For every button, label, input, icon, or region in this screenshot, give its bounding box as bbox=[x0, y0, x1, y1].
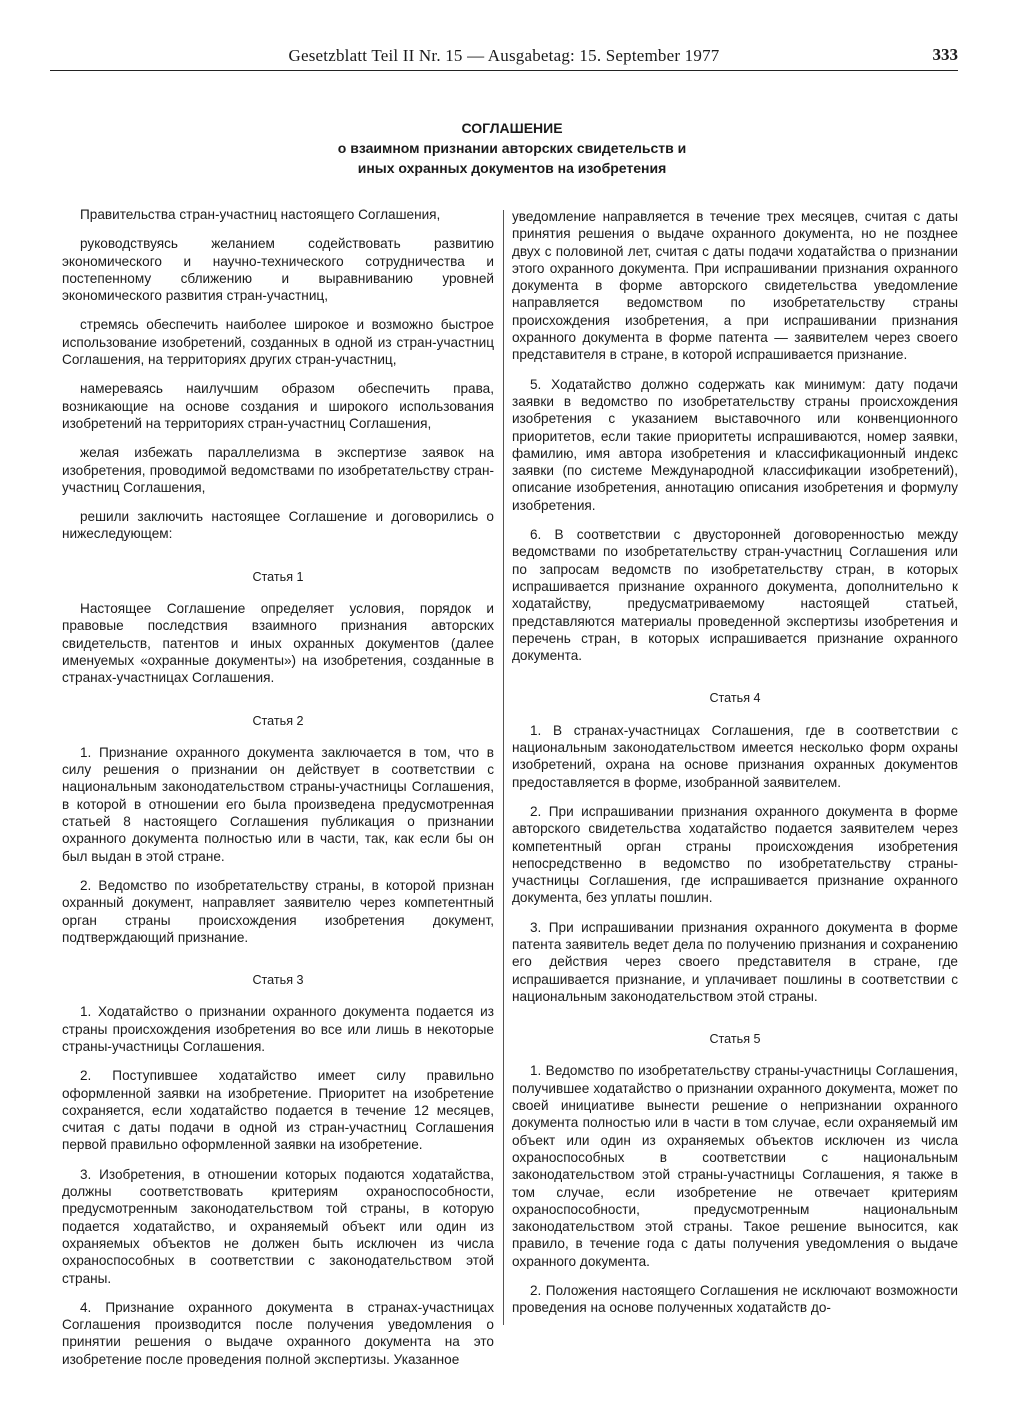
article-4-paragraph: 2. При испрашивании признания охранного документа в форме авторского свидетельства ходатайство подается заявителем через компетентный орган страны происхождения изобретения непосредственно в ведомство по изобретательству страны-участницы Соглашения, где испрашивается признание охранного документа, без уплаты пошлин. bbox=[512, 803, 958, 906]
document-subtitle-line-1: о взаимном признании авторских свидетельств и bbox=[337, 140, 687, 156]
article-2-heading: Статья 2 bbox=[252, 713, 304, 728]
article-4-paragraph: 3. При испрашивании признания охранного документа в форме патента заявитель ведет дела по получению признания и сохранению его действия через своего представителя в стране, где испрашивается признание, и уплачивает пошлины в соответствии с национальным законодательством этой страны. bbox=[512, 919, 958, 1004]
article-3-continuation: уведомление направляется в течение трех месяцев, считая с даты принятия решения о выдаче охранного документа, но не позднее двух с половиной лет, считая с даты подачи ходатайства о признании этого охранного документа. При испрашивании признания охранного документа в форме авторского свидетельства уведомление направляется ведомством по изобретательству страны происхождения изобретения, а при испрашивании признания охранного документа в форме патента — заявителем через своего представителя в стране, в которой испрашивается признание. bbox=[512, 209, 958, 363]
article-3-paragraph: 1. Ходатайство о признании охранного документа подается из страны происхождения изобретения во все или лишь в некоторые страны-участницы Соглашения. bbox=[62, 1004, 494, 1054]
article-3-paragraph: 2. Поступившее ходатайство имеет силу правильно оформленной заявки на изобретение. Приоритет на изобретение сохраняется, если ходатайство подается в течение 12 месяцев, считая с даты подачи в одной из стран-участниц Соглашения первой правильно оформленной заявки на изобретение. bbox=[62, 1068, 494, 1153]
left-column bbox=[62, 206, 494, 1380]
article-3-paragraph: 6. В соответствии с двусторонней договоренностью между ведомствами по изобретательству стран-участниц Соглашения или по запросам ведомств по изобретательству стран, в которых испрашивается признание охранного документа, дополнительно к ходатайству, предусматриваемому настоящей статьей, представляются материалы проведенной экспертизы изобретения и перечень стран, в которых испрашивается признание охранного документа. bbox=[512, 527, 958, 664]
article-4-heading: Статья 4 bbox=[709, 691, 761, 706]
article-3-paragraph: 3. Изобретения, в отношении которых подаются ходатайства, должны соответствовать критериям охраноспособности, предусмотренным законодательством той страны, в которую подается ходатайство, и охраняемый объект или один из охраняемых объектов не должен быть исключен из числа охраноспособных в соответствии с законодательством этой страны. bbox=[62, 1166, 494, 1286]
document-title: СОГЛАШЕНИЕ bbox=[461, 120, 563, 136]
document-subtitle-line-2: иных охранных документов на изобретения bbox=[357, 160, 667, 176]
page-number: 333 bbox=[932, 45, 958, 64]
article-4-paragraph: 1. В странах-участницах Соглашения, где в соответствии с национальным законодательством имеется несколько форм охраны изобретений, охрана на основе признания охранных документов предоставляется в форме, изобранной заявителем. bbox=[512, 722, 958, 790]
preamble-paragraph: желая избежать параллелизма в экспертизе заявок на изобретения, проводимой ведомствами по изобретательству стран-участниц Соглашения, bbox=[62, 445, 494, 495]
article-3-paragraph: 5. Ходатайство должно содержать как минимум: дату подачи заявки в ведомство по изобретательству страны происхождения изобретения с указанием выставочного или конвенционного приоритетов, если такие приоритеты испрашиваются, номер заявки, фамилию, имя автора изобретения и классификационный индекс заявки (по системе Международной классификации изобретений), описание изобретения, аннотацию описания изобретения и формулу изобретения. bbox=[512, 376, 958, 513]
page-header bbox=[50, 40, 958, 71]
article-5-paragraph: 2. Положения настоящего Соглашения не исключают возможности проведения на основе полученных ходатайств до- bbox=[512, 1283, 958, 1316]
document-title-block bbox=[0, 118, 1024, 178]
preamble-paragraph: решили заключить настоящее Соглашение и договорились о нижеследующем: bbox=[62, 509, 494, 542]
article-1-heading: Статья 1 bbox=[252, 569, 304, 584]
article-3-paragraph: 4. Признание охранного документа в странах-участницах Соглашения производится после получения уведомления о принятии решения о выдаче охранного документа на это изобретение после проведения полной экспертизы. Указанное bbox=[62, 1299, 494, 1367]
preamble-paragraph: руководствуясь желанием содействовать развитию экономического и научно-технического сотрудничества и постепенному сближению и выравниванию уровней экономического развития стран-участниц, bbox=[62, 236, 494, 304]
preamble-paragraph: Правительства стран-участниц настоящего Соглашения, bbox=[80, 207, 441, 222]
column-divider bbox=[503, 210, 504, 1325]
gazette-title: Gesetzblatt Teil II Nr. 15 — Ausgabetag: 15. September 1977 bbox=[288, 46, 720, 65]
article-1-paragraph: Настоящее Соглашение определяет условия, порядок и правовые последствия взаимного признания авторских свидетельств, патентов и иных охранных документов (далее именуемых «охранные документы») на изобретения, созданные в странах-участницах Соглашения. bbox=[62, 601, 494, 686]
article-2-paragraph: 2. Ведомство по изобретательству страны, в которой признан охранный документ, направляет заявителю через компетентный орган страны происхождения изобретения документ, подтверждающий признание. bbox=[62, 877, 494, 945]
article-5-heading: Статья 5 bbox=[709, 1032, 761, 1047]
preamble-paragraph: намереваясь наилучшим образом обеспечить права, возникающие на основе создания и широкого использования изобретений на территориях стран-участниц Соглашения, bbox=[62, 381, 494, 431]
article-3-heading: Статья 3 bbox=[252, 973, 304, 988]
article-2-paragraph: 1. Признание охранного документа заключается в том, что в силу решения о признании он действует в соответствии с национальным законодательством страны-участницы Соглашения, в которой в отношении его была произведена предусмотренная статьей 8 настоящего Соглашения публикация о признании охранного документа полностью или в части, так, как если бы он был выдан в этой стране. bbox=[62, 744, 494, 864]
article-5-paragraph: 1. Ведомство по изобретательству страны-участницы Соглашения, получившее ходатайство о признании охранного документа, может по своей инициативе вынести решение о непризнании охранного документа полностью или в части в том случае, если охраняемый им объект или один из охраняемых объектов исключен из числа охраноспособных в соответствии с национальным законодательством этой страны-участницы Соглашения, я также в том случае, если изобретение не отвечает критериям охраноспособности, предусмотренным национальным законодательством этой страны. Такое решение выносится, как правило, в течение года с даты получения уведомления о выдаче охранного документа. bbox=[512, 1063, 958, 1269]
right-column bbox=[512, 208, 958, 1329]
preamble-paragraph: стремясь обеспечить наиболее широкое и возможно быстрое использование изобретений, созданных в одной из стран-участниц Соглашения, на территориях других стран-участниц, bbox=[62, 317, 494, 368]
